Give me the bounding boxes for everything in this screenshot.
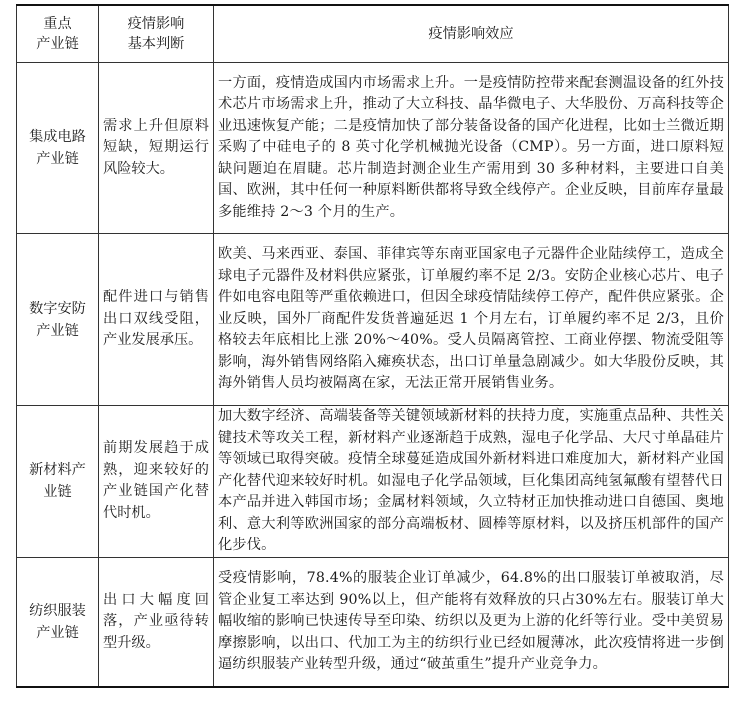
effect-text: 一方面，疫情造成国内市场需求上升。一是疫情防控带来配套测温设备的红外技术芯片市场需求上升，推动了大立科技、晶华微电子、大华股份、万高科技等企业迅速恢复产能；二是疫情加快了部分装备设备的国产化进程，比如士兰微近期采购了中硅电子的 8 英寸化学机械抛光设备（CMP）。另一方面，进口原料短缺问题迫在眉睫。芯片制造封测企业生产需用到 30 多种材料，主要进口自美国、欧洲，其中任何一种原料断供都将导致全线停产。企业反映，目前库存量最多能维持 2～3 个月的生产。 <box>214 63 729 234</box>
effect-text: 欧美、马来西亚、泰国、菲律宾等东南亚国家电子元器件企业陆续停工，造成全球电子元器件及材料供应紧张，订单履约率不足 2/3。安防企业核心芯片、电子件如电容电阻等严重依赖进口，但因全球疫情陆续停工停产，配件供应紧张。企业反映，国外厂商配件发货普遍延迟 1 个月左右，订单履约率不足 2/3，且价格较去年底相比上涨 20%～40%。受人员隔离管控、工商业停摆、物流受阻等影响，海外销售网络陷入瘫痪状态，出口订单量急剧减少。如大华股份反映，其海外销售人员均被隔离在家，无法正常开展销售业务。 <box>214 234 729 406</box>
table-row <box>17 557 729 687</box>
chain-name: 集成电路 产业链 <box>17 63 99 234</box>
chain-name: 纺织服装 产业链 <box>17 557 99 687</box>
chain-name: 新材料产 业链 <box>17 406 99 558</box>
table-row <box>17 406 729 558</box>
table-row <box>17 234 729 406</box>
epidemic-impact-table <box>16 4 729 688</box>
judgment-text: 需求上升但原料短缺，短期运行风险较大。 <box>99 63 214 234</box>
header-basic-judgment: 疫情影响 基本判断 <box>99 5 214 63</box>
chain-name: 数字安防 产业链 <box>17 234 99 406</box>
judgment-text: 出口大幅度回落，产业亟待转型升级。 <box>99 557 214 687</box>
judgment-text: 前期发展趋于成熟，迎来较好的产业链国产化替代时机。 <box>99 406 214 558</box>
table-row <box>17 63 729 234</box>
table-header-row <box>17 5 729 63</box>
header-impact-effect: 疫情影响效应 <box>214 5 729 63</box>
effect-text: 加大数字经济、高端装备等关键领域新材料的扶持力度，实施重点品种、共性关键技术等攻关工程，新材料产业逐渐趋于成熟，湿电子化学品、大尺寸单晶硅片等领域已取得突破。疫情全球蔓延造成国外新材料进口难度加大，新材料产业国产化替代迎来较好时机。如湿电子化学品领域，巨化集团高纯氢氟酸有望替代日本产品并进入韩国市场；金属材料领域，久立特材正加快推动进口自德国、奥地利、意大利等欧洲国家的部分高端板材、圆棒等原材料，以及挤压机部件的国产化步伐。 <box>214 406 729 558</box>
header-key-chain: 重点 产业链 <box>17 5 99 63</box>
judgment-text: 配件进口与销售出口双线受阻，产业发展承压。 <box>99 234 214 406</box>
effect-text: 受疫情影响，78.4%的服装企业订单减少，64.8%的出口服装订单被取消，尽管企业复工率达到 90%以上，但产能将有效释放的只占30%左右。服装订单大幅收缩的影响已快速传导至印染、纺织以及更为上游的化纤等行业。受中美贸易摩擦影响，以出口、代加工为主的纺织行业已经如履薄冰，此次疫情将进一步倒逼纺织服装产业转型升级，通过“破茧重生”提升产业竞争力。 <box>214 557 729 687</box>
